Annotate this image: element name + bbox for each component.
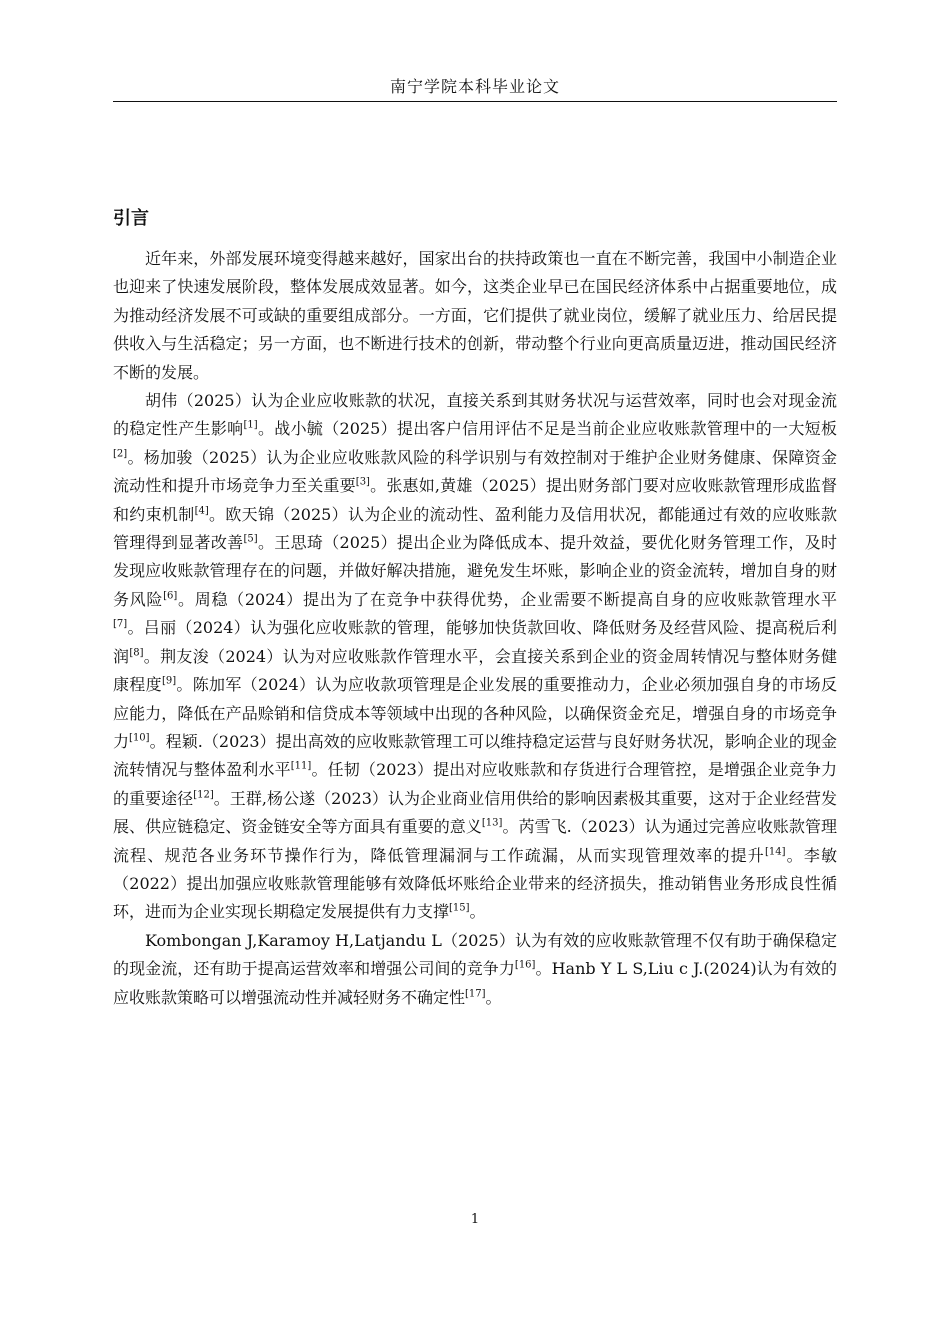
citation-mark: [17] xyxy=(465,988,486,1000)
citation-mark: [6] xyxy=(163,590,178,602)
text-run: 。王群,杨公遂（2023）认为企业商业信用供给的影响因素极其重要，这对于企业经营发展、供应链稳定、资金链安全等方面具有重要的意义 xyxy=(113,788,837,837)
text-run: 。欧天锦（2025）认为企业的流动性、盈利能力及信用状况，都能通过有效的应收账款管理得到显著改善 xyxy=(113,504,837,553)
citation-mark: [15] xyxy=(449,903,470,915)
paragraph-intro xyxy=(113,245,837,387)
paragraph-foreign-literature xyxy=(113,927,837,1012)
text-run: 。荆友浚（2024）认为对应收账款作管理水平，会直接关系到企业的资金周转情况与整体财务健康程度 xyxy=(113,646,837,695)
citation-mark: [2] xyxy=(113,448,128,460)
citation-mark: [8] xyxy=(129,647,144,659)
text-run: 。周稳（2024）提出为了在竞争中获得优势，企业需要不断提高自身的应收账款管理水平 xyxy=(177,589,837,609)
text-run: 。战小毓（2025）提出客户信用评估不足是当前企业应收账款管理中的一大短板 xyxy=(257,419,837,439)
text-run: 。 xyxy=(485,987,502,1007)
text-run: Kombongan J,Karamoy H,Latjandu L（2025）认为有效的应收账款管理不仅有助于确保稳定的现金流，还有助于提高运营效率和增强公司间的竞争力 xyxy=(113,930,837,979)
citation-mark: [5] xyxy=(243,533,258,545)
citation-mark: [11] xyxy=(290,760,312,772)
text-run: 。Hanb Y L S,Liu c J.(2024)认为有效的应收账款策略可以增强流动性并减轻财务不确定性 xyxy=(113,959,837,1007)
page-header: 南宁学院本科毕业论文 xyxy=(389,77,560,96)
text-run: 。陈加军（2024）认为应收款项管理是企业发展的重要推动力，企业必须加强自身的市场反应能力，降低在产品赊销和信贷成本等领域中出现的各种风险，以确保资金充足，增强自身的市场竞争力 xyxy=(113,675,837,751)
citation-mark: [16] xyxy=(514,959,536,971)
text-run: 。 xyxy=(469,902,486,922)
text-run: 近年来，外部发展环境变得越来越好，国家出台的扶持政策也一直在不断完善，我国中小制造企业也迎来了快速发展阶段，整体发展成效显著。如今，这类企业早已在国民经济体系中占据重要地位，成为推动经济发展不可或缺的重要组成部分。一方面，它们提供了就业岗位，缓解了就业压力、给居民提供收入与生活稳定；另一方面，也不断进行技术的创新，带动整个行业向更高质量迈进，推动国民经济不断的发展。 xyxy=(113,249,837,382)
paragraph-domestic-literature xyxy=(113,387,837,927)
text-run: 。张惠如,黄雄（2025）提出财务部门要对应收账款管理形成监督和约束机制 xyxy=(113,476,837,524)
page-number: 1 xyxy=(470,1212,480,1227)
text-run: 。任韧（2023）提出对应收账款和存货进行合理管控，是增强企业竞争力的重要途径 xyxy=(113,760,837,808)
header-rule xyxy=(113,101,837,102)
text-run: 。杨加骏（2025）认为企业应收账款风险的科学识别与有效控制对于维护企业财务健康、保障资金流动性和提升市场竞争力至关重要 xyxy=(113,447,837,496)
citation-mark: [10] xyxy=(129,732,150,744)
text-run: 。王思琦（2025）提出企业为降低成本、提升效益，要优化财务管理工作，及时发现应收账款管理存在的问题，并做好解决措施，避免发生坏账，影响企业的资金流转，增加自身的财务风险 xyxy=(113,533,837,609)
body-text xyxy=(113,245,837,1012)
citation-mark: [13] xyxy=(481,817,503,829)
citation-mark: [9] xyxy=(161,675,177,687)
text-run: 。芮雪飞.（2023）认为通过完善应收账款管理流程、规范各业务环节操作行为，降低管理漏洞与工作疏漏，从而实现管理效率的提升 xyxy=(113,817,837,865)
citation-mark: [7] xyxy=(113,618,128,630)
citation-mark: [14] xyxy=(764,846,786,858)
text-run: 。李敏（2022）提出加强应收账款管理能够有效降低坏账给企业带来的经济损失，推动销售业务形成良性循环，进而为企业实现长期稳定发展提供有力支撑 xyxy=(113,845,837,922)
citation-mark: [4] xyxy=(194,505,209,517)
citation-mark: [12] xyxy=(193,789,214,801)
section-title: 引言 xyxy=(113,208,149,229)
text-run: 。吕丽（2024）认为强化应收账款的管理，能够加快货款回收、降低财务及经营风险、提高税后利润 xyxy=(113,618,837,666)
citation-mark: [3] xyxy=(355,476,370,488)
text-run: 胡伟（2025）认为企业应收账款的状况，直接关系到其财务状况与运营效率，同时也会对现金流的稳定性产生影响 xyxy=(113,391,837,439)
citation-mark: [1] xyxy=(243,420,258,432)
text-run: 。程颖.（2023）提出高效的应收账款管理工可以维持稳定运营与良好财务状况，影响企业的现金流转情况与整体盈利水平 xyxy=(113,731,837,780)
